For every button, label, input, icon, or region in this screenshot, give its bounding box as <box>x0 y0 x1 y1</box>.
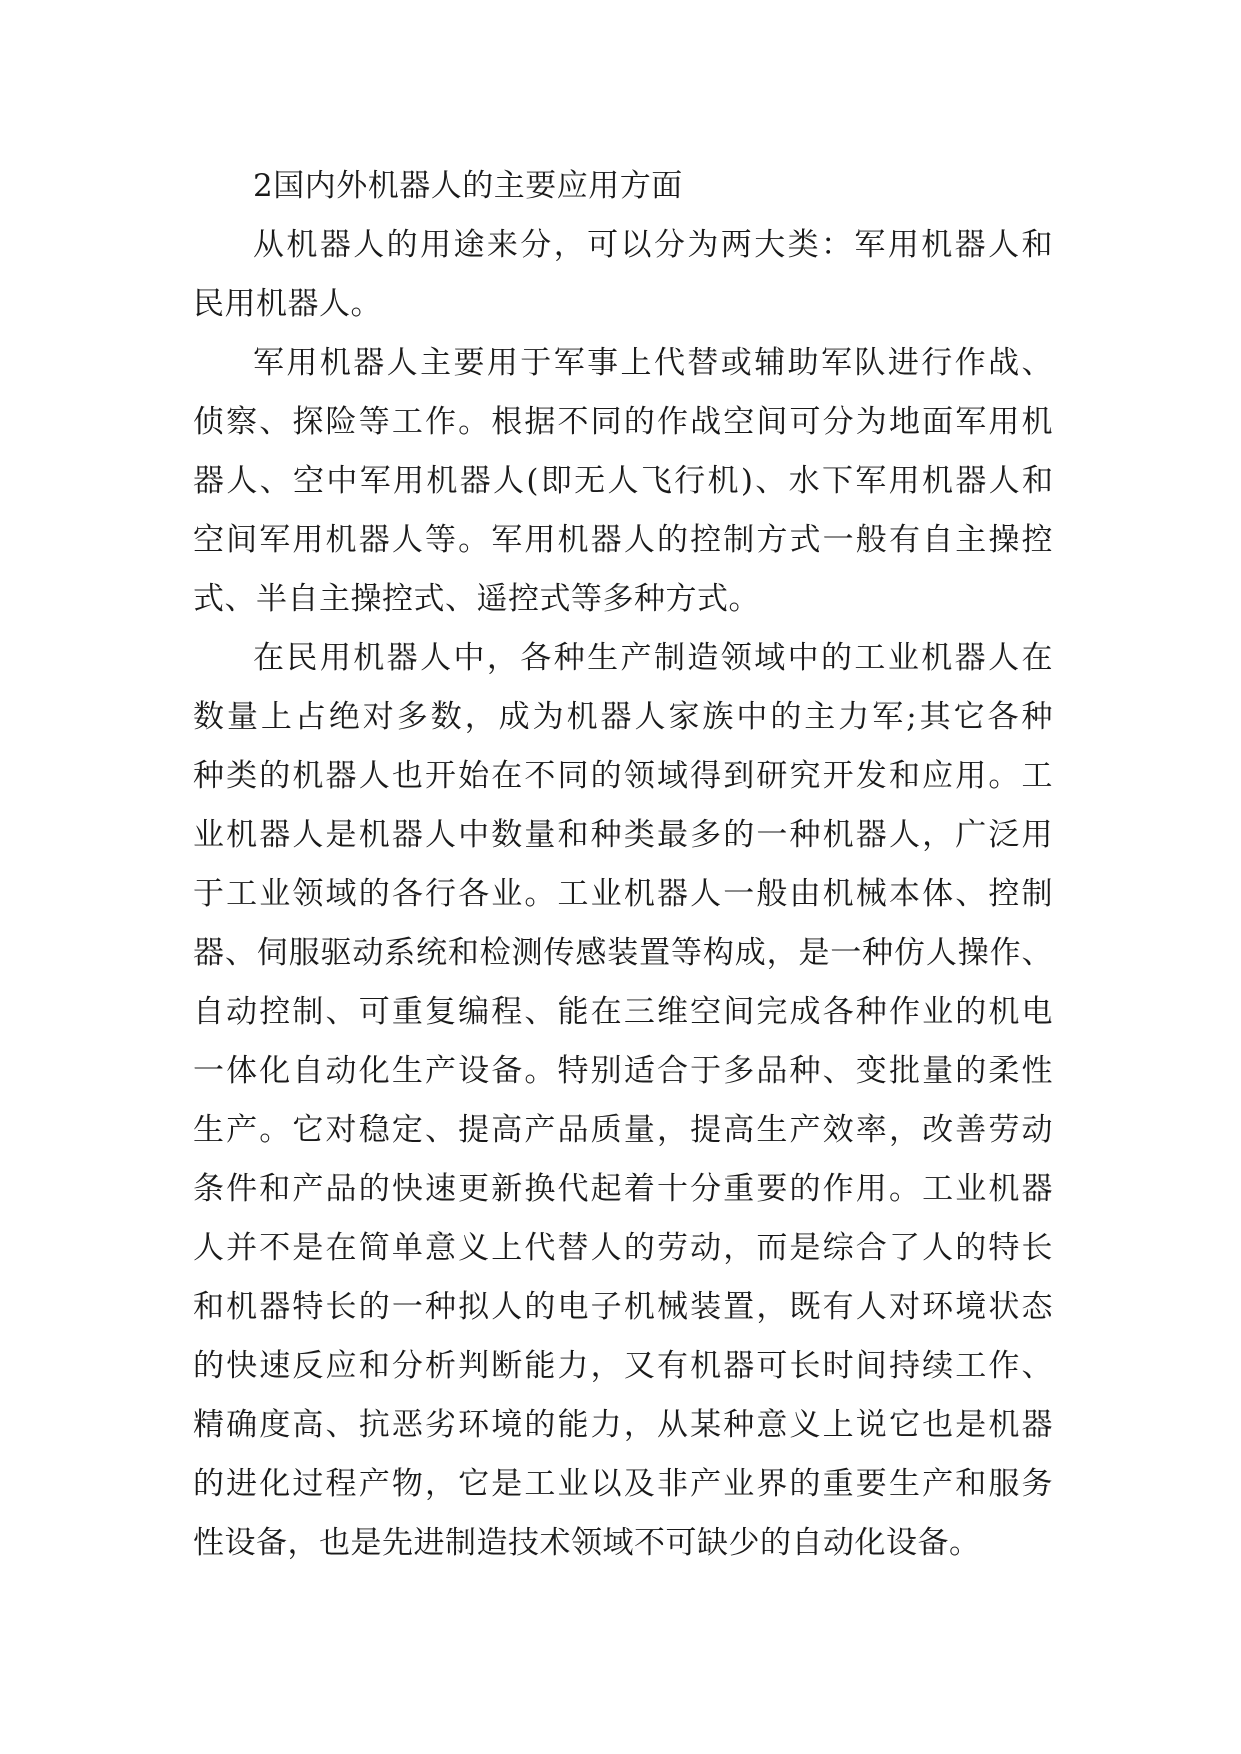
paragraph-1-line-2: 民用机器人。 <box>193 286 382 322</box>
paragraph-2-line-4: 空间军用机器人等。军用机器人的控制方式一般有自主操控 <box>193 522 1053 558</box>
paragraph-3-line-9: 生产。它对稳定、提高产品质量，提高生产效率，改善劳动 <box>193 1112 1053 1148</box>
paragraph-3-line-13: 的快速反应和分析判断能力，又有机器可长时间持续工作、 <box>193 1348 1053 1384</box>
paragraph-3-line-14: 精确度高、抗恶劣环境的能力，从某种意义上说它也是机器 <box>193 1407 1053 1443</box>
paragraph-3-line-6: 器、伺服驱动系统和检测传感装置等构成，是一种仿人操作、 <box>193 935 1053 971</box>
paragraph-3-line-8: 一体化自动化生产设备。特别适合于多品种、变批量的柔性 <box>193 1053 1053 1089</box>
paragraph-3-line-16: 性设备，也是先进制造技术领域不可缺少的自动化设备。 <box>193 1525 981 1561</box>
section-heading: 2国内外机器人的主要应用方面 <box>253 168 683 204</box>
paragraph-3-line-4: 业机器人是机器人中数量和种类最多的一种机器人，广泛用 <box>193 817 1053 853</box>
paragraph-3-line-10: 条件和产品的快速更新换代起着十分重要的作用。工业机器 <box>193 1171 1053 1207</box>
paragraph-3-line-12: 和机器特长的一种拟人的电子机械装置，既有人对环境状态 <box>193 1289 1053 1325</box>
paragraph-3-line-15: 的进化过程产物，它是工业以及非产业界的重要生产和服务 <box>193 1466 1053 1502</box>
paragraph-2-line-5: 式、半自主操控式、遥控式等多种方式。 <box>193 581 760 617</box>
paragraph-3-line-1: 在民用机器人中，各种生产制造领域中的工业机器人在 <box>253 640 1053 676</box>
paragraph-2-line-2: 侦察、探险等工作。根据不同的作战空间可分为地面军用机 <box>193 404 1053 440</box>
paragraph-3-line-5: 于工业领域的各行各业。工业机器人一般由机械本体、控制 <box>193 876 1053 912</box>
paragraph-2-line-3: 器人、空中军用机器人(即无人飞行机)、水下军用机器人和 <box>193 463 1053 499</box>
paragraph-3-line-7: 自动控制、可重复编程、能在三维空间完成各种作业的机电 <box>193 994 1053 1030</box>
paragraph-2-line-1: 军用机器人主要用于军事上代替或辅助军队进行作战、 <box>253 345 1053 381</box>
paragraph-1-line-1: 从机器人的用途来分，可以分为两大类：军用机器人和 <box>253 227 1053 263</box>
paragraph-3-line-11: 人并不是在简单意义上代替人的劳动，而是综合了人的特长 <box>193 1230 1053 1266</box>
paragraph-3-line-3: 种类的机器人也开始在不同的领域得到研究开发和应用。工 <box>193 758 1053 794</box>
paragraph-3-line-2: 数量上占绝对多数，成为机器人家族中的主力军;其它各种 <box>193 699 1053 735</box>
